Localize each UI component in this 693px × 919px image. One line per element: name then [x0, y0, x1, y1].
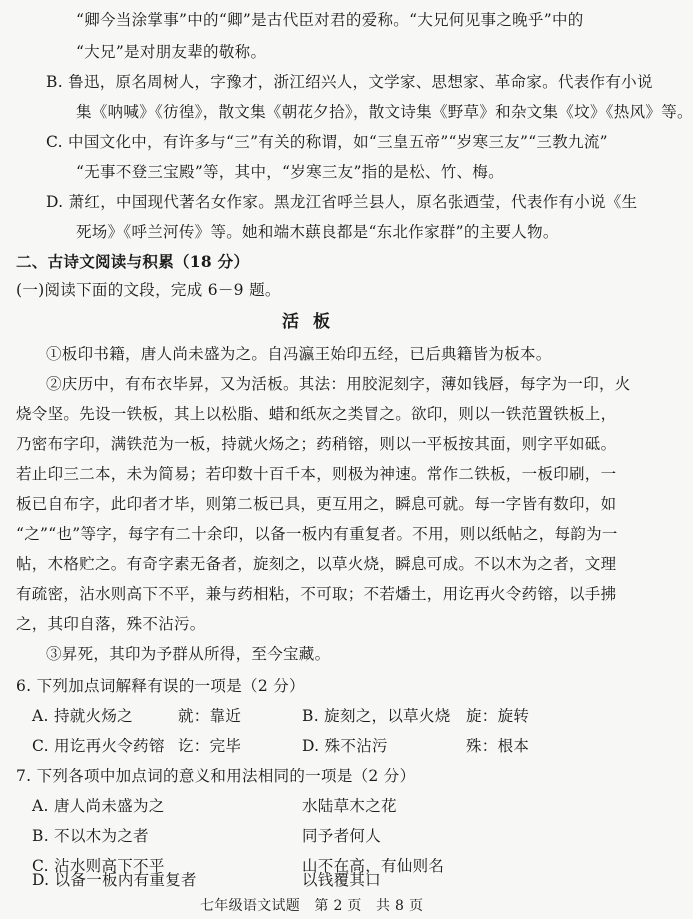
- question-6-option-c-note: 讫：完毕: [178, 737, 242, 755]
- question-6-option-b: B. 旋刻之，以草火烧: [302, 707, 451, 725]
- option-a-line3: “大兄”是对朋友辈的敬称。: [76, 43, 267, 61]
- question-6-option-b-note: 旋：旋转: [466, 707, 530, 725]
- question-7-option-c-right: 山不在高，有仙则名: [302, 857, 445, 875]
- question-7-option-c-left: C. 沾水则高下不平: [32, 857, 165, 875]
- passage-p2-line1: ②庆历中，有布衣毕昇，又为活板。其法：用胶泥刻字，薄如钱唇，每字为一印，火: [46, 375, 631, 393]
- question-6-option-d-note: 殊：根本: [466, 737, 530, 755]
- question-7-stem: 7. 下列各项中加点词的意义和用法相同的一项是（2 分）: [16, 767, 416, 785]
- passage-p2-line3: 乃密布字印，满铁范为一板，持就火炀之；药稍镕，则以一平板按其面，则字平如砥。: [16, 435, 617, 453]
- passage-p2-line2: 烧令坚。先设一铁板，其上以松脂、蜡和纸灰之类冒之。欲印，则以一铁范置铁板上，: [16, 405, 617, 423]
- option-c-line2: “无事不登三宝殿”等，其中，“岁寒三友”指的是松、竹、梅。: [76, 163, 504, 181]
- question-6-option-c: C. 用讫再火令药镕: [32, 737, 165, 755]
- section-instructions: (一)阅读下面的文段，完成 6－9 题。: [16, 281, 281, 299]
- passage-title: 活板: [282, 312, 344, 332]
- passage-paragraph-3: ③昇死，其印为予群从所得，至今宝藏。: [46, 645, 331, 663]
- option-b-line1: B. 鲁迅，原名周树人，字豫才，浙江绍兴人，文学家、思想家、革命家。代表作有小说: [46, 73, 653, 91]
- option-a-line2: “卿今当涂掌事”中的“卿”是古代臣对君的爱称。“大兄何见事之晚乎”中的: [76, 11, 584, 29]
- passage-paragraph-1: ①板印书籍，唐人尚未盛为之。自冯瀛王始印五经，已后典籍皆为板本。: [46, 345, 552, 363]
- option-b-line2: 集《呐喊》《彷徨》，散文集《朝花夕拾》，散文诗集《野草》和杂文集《坟》《热风》等。: [76, 103, 693, 121]
- passage-p2-line9: 之，其印自落，殊不沾污。: [16, 615, 206, 633]
- option-d-line1: D. 萧红，中国现代著名女作家。黑龙江省呼兰县人，原名张迺莹，代表作有小说《生: [46, 193, 638, 211]
- question-7-option-a-right: 水陆草木之花: [302, 797, 397, 815]
- passage-p2-line7: 帖，木格贮之。有奇字素无备者，旋刻之，以草火烧，瞬息可成。不以木为之者，文理: [16, 555, 617, 573]
- question-7-option-d-left: D. 以备一板内有重复者: [32, 871, 197, 889]
- question-6-stem: 6. 下列加点词解释有误的一项是（2 分）: [16, 677, 305, 695]
- option-d-line2: 死场》《呼兰河传》等。她和端木蕻良都是“东北作家群”的主要人物。: [76, 223, 559, 241]
- option-c-line1: C. 中国文化中，有许多与“三”有关的称谓，如“三皇五帝”“岁寒三友”“三教九流”: [46, 133, 608, 151]
- question-6-option-a-note: 就：靠近: [178, 707, 242, 725]
- passage-p2-line4: 若止印三二本，未为简易；若印数十百千本，则极为神速。常作二铁板，一板印刷，一: [16, 465, 617, 483]
- question-7-option-d-right: 以钱覆其口: [302, 871, 382, 889]
- question-7-option-b-left: B. 不以木为之者: [32, 827, 149, 845]
- question-7-option-b-right: 同予者何人: [302, 827, 382, 845]
- question-6-option-a: A. 持就火炀之: [32, 707, 133, 725]
- question-6-option-d: D. 殊不沾污: [302, 737, 388, 755]
- section-heading: 二、古诗文阅读与积累（18 分）: [16, 252, 250, 271]
- passage-p2-line6: “之”“也”等字，每字有二十余印，以备一板内有重复者。不用，则以纸帖之，每韵为一: [16, 525, 618, 543]
- passage-p2-line8: 有疏密，沾水则高下不平，兼与药相粘，不可取；不若燔土，用讫再火令药镕，以手拂: [16, 585, 617, 603]
- page-footer: 七年级语文试题 第 2 页 共 8 页: [200, 898, 424, 914]
- passage-p2-line5: 板已自布字，此印者才毕，则第二板已具，更互用之，瞬息可就。每一字皆有数印，如: [16, 495, 617, 513]
- question-7-option-a-left: A. 唐人尚未盛为之: [32, 797, 165, 815]
